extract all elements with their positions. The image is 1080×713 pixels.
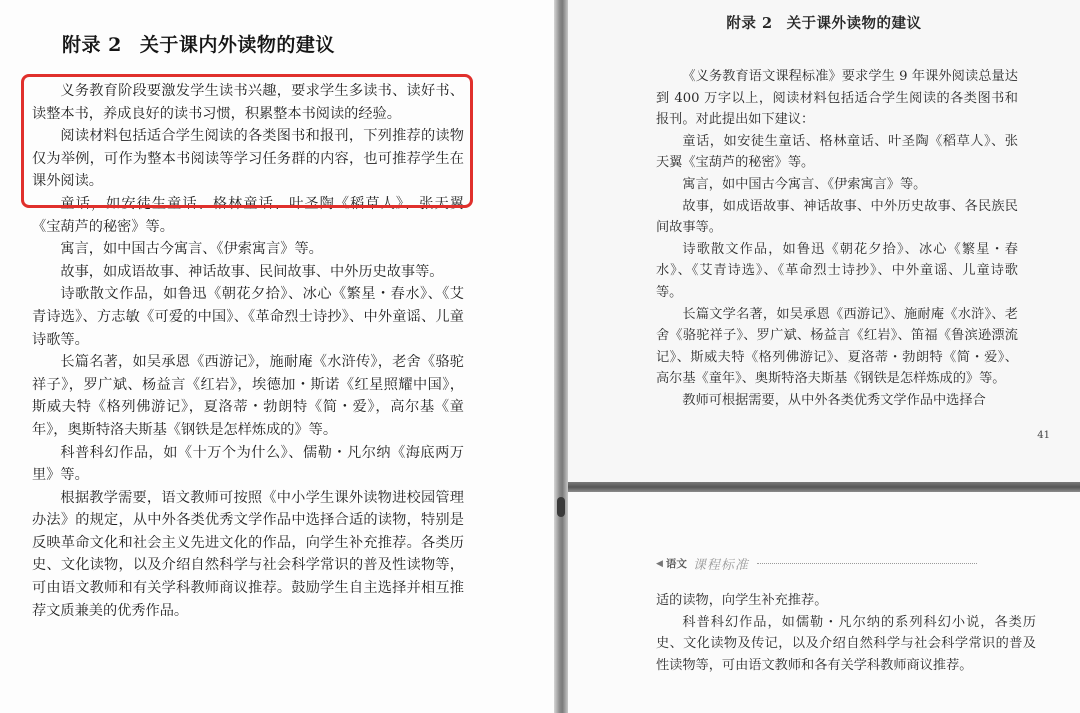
paragraph: 童话，如安徒生童话、格林童话、叶圣陶《稻草人》、张天翼《宝葫芦的秘密》等。 xyxy=(656,133,1018,171)
paragraph: 故事，如成语故事、神话故事、中外历史故事、各民族民间故事等。 xyxy=(656,198,1018,236)
continuation-line: 适的读物，向学生补充推荐。 xyxy=(656,593,828,608)
paragraph: 《义务教育语文课程标准》要求学生 9 年课外阅读总量达到 400 万字以上，阅读材料包括适合学生阅读的各类图书和报刊。对此提出如下建议： xyxy=(656,69,1018,128)
paragraph: 科普科幻作品，如儒勒・凡尔纳的系列科幻小说，各类历史、文化读物及传记，以及介绍自然科学与社会科学常识的普及性读物等，可由语文教师和各有关学科教师商议推荐。 xyxy=(656,614,1036,673)
paragraph: 长篇文学名著，如吴承恩《西游记》、施耐庵《水浒》、老舍《骆驼祥子》、罗广斌、杨益言《红岩》、笛福《鲁滨逊漂流记》、斯威夫特《格列佛游记》、夏洛蒂・勃朗特《简・爱》、高尔基《童年》、奥斯特洛夫斯基《钢铁是怎样炼成的》等。 xyxy=(656,306,1018,387)
paragraph: 科普科幻作品，如《十万个为什么》、儒勒・凡尔纳《海底两万里》等。 xyxy=(32,444,464,484)
page-title xyxy=(62,30,335,57)
appendix-label: 附录 2 xyxy=(62,34,122,56)
page-number: 41 xyxy=(1037,430,1050,441)
paragraph: 诗歌散文作品，如鲁迅《朝花夕拾》、冰心《繁星・春水》、《艾青诗选》、《革命烈士诗抄》、中外童谣、儿童诗歌等。 xyxy=(656,241,1018,300)
right-bottom-page xyxy=(568,492,1080,713)
paragraph: 寓言，如中国古今寓言、《伊索寓言》等。 xyxy=(60,241,323,258)
right-top-page xyxy=(568,0,1080,482)
page-divider xyxy=(568,482,1080,492)
triangle-left-icon: ◀ xyxy=(656,558,663,569)
scrollbar-handle[interactable] xyxy=(557,497,565,517)
header-dotted-rule xyxy=(757,563,977,564)
paragraph: 义务教育阶段要激发学生读书兴趣，要求学生多读书、读好书、读整本书，养成良好的读书习惯，积累整本书阅读的经验。 xyxy=(32,83,464,122)
header-series: 课程标准 xyxy=(692,558,749,573)
right-bottom-body-text xyxy=(656,590,1036,676)
paragraph: 童话，如安徒生童话、格林童话、叶圣陶《稻草人》、张天翼《宝葫芦的秘密》等。 xyxy=(32,195,464,235)
paragraph: 教师可根据需要，从中外各类优秀文学作品中选择合 xyxy=(682,392,986,408)
right-body-text xyxy=(656,66,1018,412)
paragraph: 故事，如成语故事、神话故事、民间故事、中外历史故事等。 xyxy=(60,263,444,280)
paragraph: 阅读材料包括适合学生阅读的各类图书和报刊，下列推荐的读物仅为举例，可作为整本书阅读等学习任务群的内容，也可推荐学生在课外阅读。 xyxy=(32,128,464,190)
running-header xyxy=(656,554,977,573)
appendix-title: 关于课内外读物的建议 xyxy=(139,34,335,56)
paragraph: 根据教学需要，语文教师可按照《中小学生课外读物进校园管理办法》的规定，从中外各类优秀文学作品中选择合适的读物，特别是反映革命文化和社会主义先进文化的作品，向学生补充推荐。各类历史、文化读物，以及介绍自然科学与社会科学常识的普及性读物等，可由语文教师和有关学科教师商议推荐。鼓励学生自主选择并相互推荐文质兼美的优秀作品。 xyxy=(32,489,464,619)
appendix-title: 关于课外读物的建议 xyxy=(786,15,922,32)
paragraph: 寓言，如中国古今寓言、《伊索寓言》等。 xyxy=(682,176,927,192)
highlight-annotation-box xyxy=(21,74,473,208)
appendix-label: 附录 2 xyxy=(726,15,773,32)
header-subject: 语文 xyxy=(665,558,687,570)
paragraph: 长篇名著，如吴承恩《西游记》，施耐庵《水浒传》，老舍《骆驼祥子》，罗广斌、杨益言《红岩》，埃德加・斯诺《红星照耀中国》，斯威夫特《格列佛游记》，夏洛蒂・勃朗特《简・爱》，高尔基《童年》，奥斯特洛夫斯基《钢铁是怎样炼成的》等。 xyxy=(32,354,464,438)
paragraph: 诗歌散文作品，如鲁迅《朝花夕拾》、冰心《繁星・春水》、《艾青诗选》、方志敏《可爱的中国》、《革命烈士诗抄》、中外童谣、儿童诗歌等。 xyxy=(32,286,464,348)
page-gutter xyxy=(554,0,568,713)
page-title xyxy=(568,12,1080,33)
